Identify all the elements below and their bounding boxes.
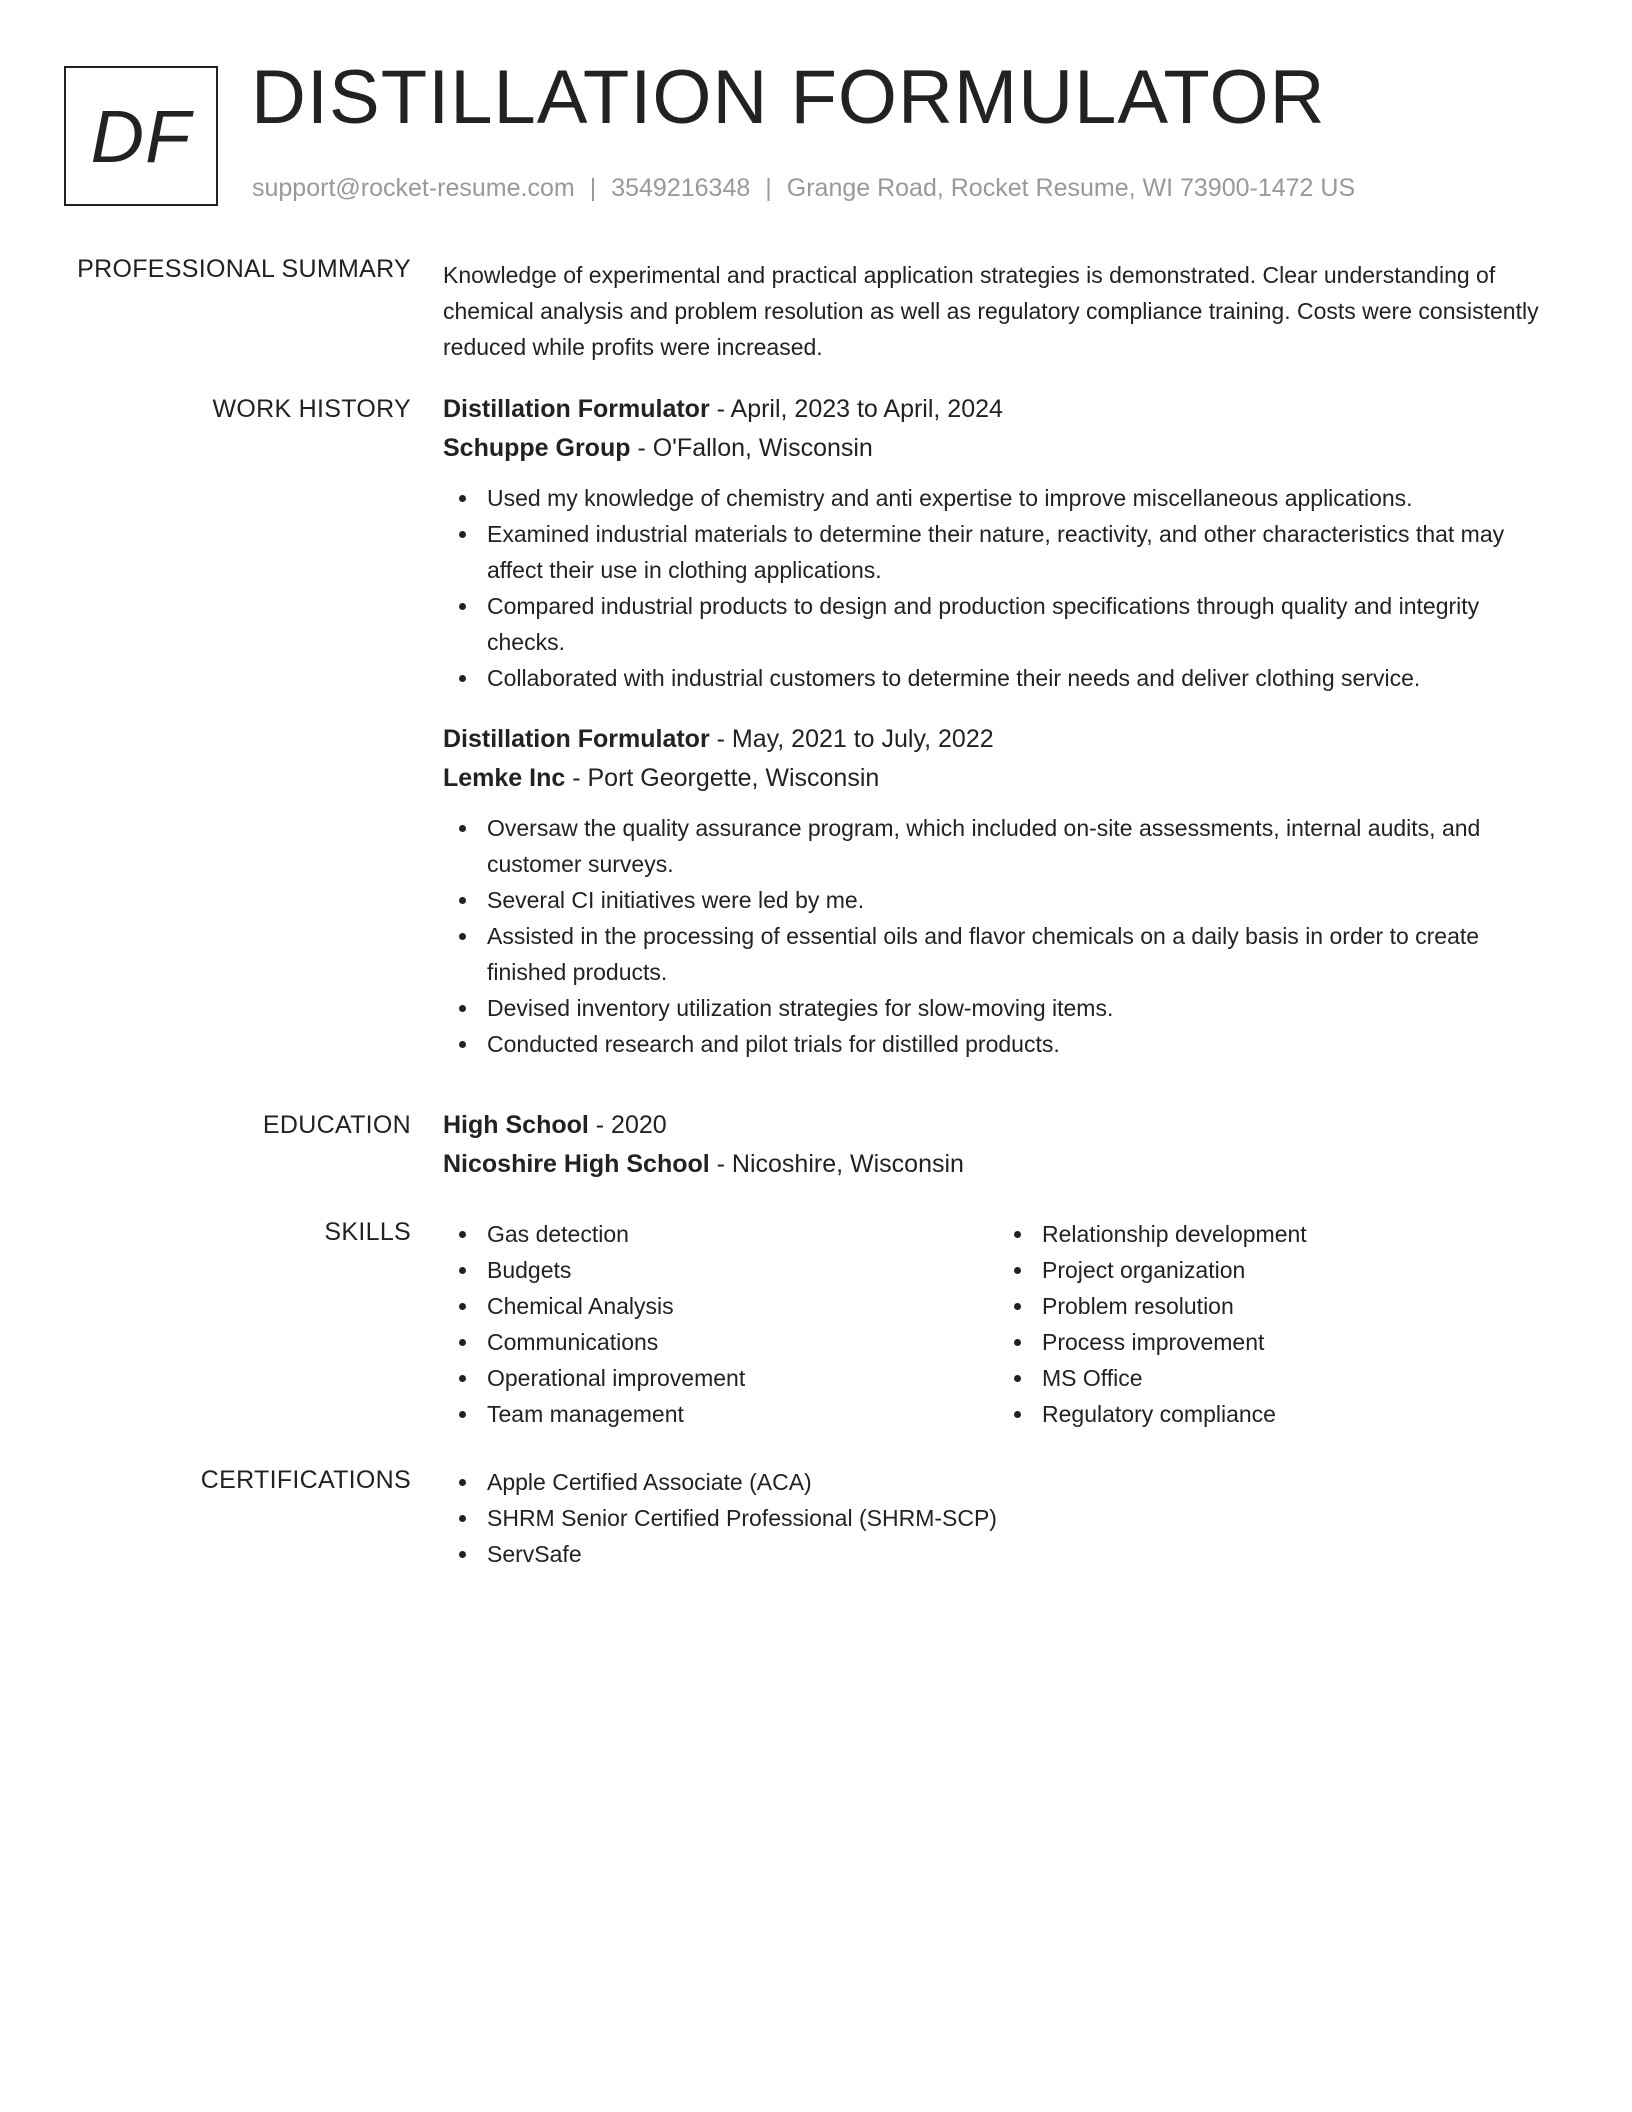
certifications-body (443, 1464, 1553, 1572)
job-dates: - May, 2021 to July, 2022 (709, 725, 994, 753)
job-entry (443, 720, 1553, 1062)
skills-body (443, 1216, 1553, 1432)
education-school-line (443, 1145, 1553, 1184)
education-degree: High School (443, 1111, 589, 1139)
list-item: Relationship development (1042, 1216, 1553, 1252)
list-item: Process improvement (1042, 1324, 1553, 1360)
list-item: Compared industrial products to design and production specifications through quality and integrity checks. (487, 588, 1553, 660)
list-item: Chemical Analysis (487, 1288, 998, 1324)
list-item: SHRM Senior Certified Professional (SHRM-SCP) (487, 1500, 1553, 1536)
work-history-body (443, 390, 1553, 1086)
education-school: Nicoshire High School (443, 1150, 710, 1178)
job-bullets (443, 480, 1553, 696)
education-body (443, 1106, 1553, 1184)
list-item: Problem resolution (1042, 1288, 1553, 1324)
job-location: - Port Georgette, Wisconsin (565, 764, 880, 792)
contact-phone: 3549216348 (611, 174, 751, 202)
skills-columns (443, 1216, 1553, 1432)
skills-list-left (443, 1216, 998, 1432)
job-company: Lemke Inc (443, 764, 566, 792)
contact-separator: | (589, 174, 597, 202)
list-item: Project organization (1042, 1252, 1553, 1288)
list-item: Conducted research and pilot trials for distilled products. (487, 1026, 1553, 1062)
job-title: Distillation Formulator (443, 725, 710, 753)
list-item: Gas detection (487, 1216, 998, 1252)
list-item: Several CI initiatives were led by me. (487, 882, 1553, 918)
list-item: Team management (487, 1396, 998, 1432)
summary-body (443, 257, 1553, 365)
contact-address: Grange Road, Rocket Resume, WI 73900-1472 US (786, 174, 1356, 202)
job-company-line (443, 429, 1553, 468)
list-item: Examined industrial materials to determine their nature, reactivity, and other characteristics that may affect their use in clothing applications. (487, 516, 1553, 588)
certifications-list (443, 1464, 1553, 1572)
job-location: - O'Fallon, Wisconsin (630, 434, 873, 462)
list-item: Operational improvement (487, 1360, 998, 1396)
job-title-line (443, 390, 1553, 429)
contact-line (252, 174, 1355, 203)
education-degree-line (443, 1106, 1553, 1145)
contact-email: support@rocket-resume.com (252, 174, 575, 202)
list-item: Regulatory compliance (1042, 1396, 1553, 1432)
list-item: Budgets (487, 1252, 998, 1288)
section-label-work-history: WORK HISTORY (212, 395, 411, 423)
list-item: Oversaw the quality assurance program, which included on-site assessments, internal audits, and customer surveys. (487, 810, 1553, 882)
section-label-summary: PROFESSIONAL SUMMARY (77, 255, 411, 283)
section-label-certifications: CERTIFICATIONS (200, 1466, 411, 1494)
list-item: Collaborated with industrial customers to determine their needs and deliver clothing service. (487, 660, 1553, 696)
job-entry (443, 390, 1553, 696)
education-year: - 2020 (588, 1111, 667, 1139)
job-dates: - April, 2023 to April, 2024 (709, 395, 1003, 423)
job-title-line (443, 720, 1553, 759)
list-item: ServSafe (487, 1536, 1553, 1572)
job-company-line (443, 759, 1553, 798)
list-item: Devised inventory utilization strategies for slow-moving items. (487, 990, 1553, 1026)
summary-text: Knowledge of experimental and practical application strategies is demonstrated. Clear understanding of chemical analysis and problem resolution as well as regulatory compliance training. Costs were consistently reduced while profits were increased. (443, 262, 1539, 360)
list-item: Apple Certified Associate (ACA) (487, 1464, 1553, 1500)
section-label-education: EDUCATION (262, 1111, 411, 1139)
job-company: Schuppe Group (443, 434, 631, 462)
section-label-skills: SKILLS (324, 1218, 411, 1246)
contact-separator: | (765, 174, 772, 202)
job-title: Distillation Formulator (443, 395, 710, 423)
list-item: Communications (487, 1324, 998, 1360)
list-item: MS Office (1042, 1360, 1553, 1396)
list-item: Used my knowledge of chemistry and anti expertise to improve miscellaneous applications. (487, 480, 1553, 516)
list-item: Assisted in the processing of essential oils and flavor chemicals on a daily basis in order to create finished products. (487, 918, 1553, 990)
page-title: DISTILLATION FORMULATOR (251, 55, 1326, 140)
job-bullets (443, 810, 1553, 1062)
monogram-logo: DF (64, 66, 218, 206)
education-location: - Nicoshire, Wisconsin (709, 1150, 964, 1178)
skills-list-right (998, 1216, 1553, 1432)
